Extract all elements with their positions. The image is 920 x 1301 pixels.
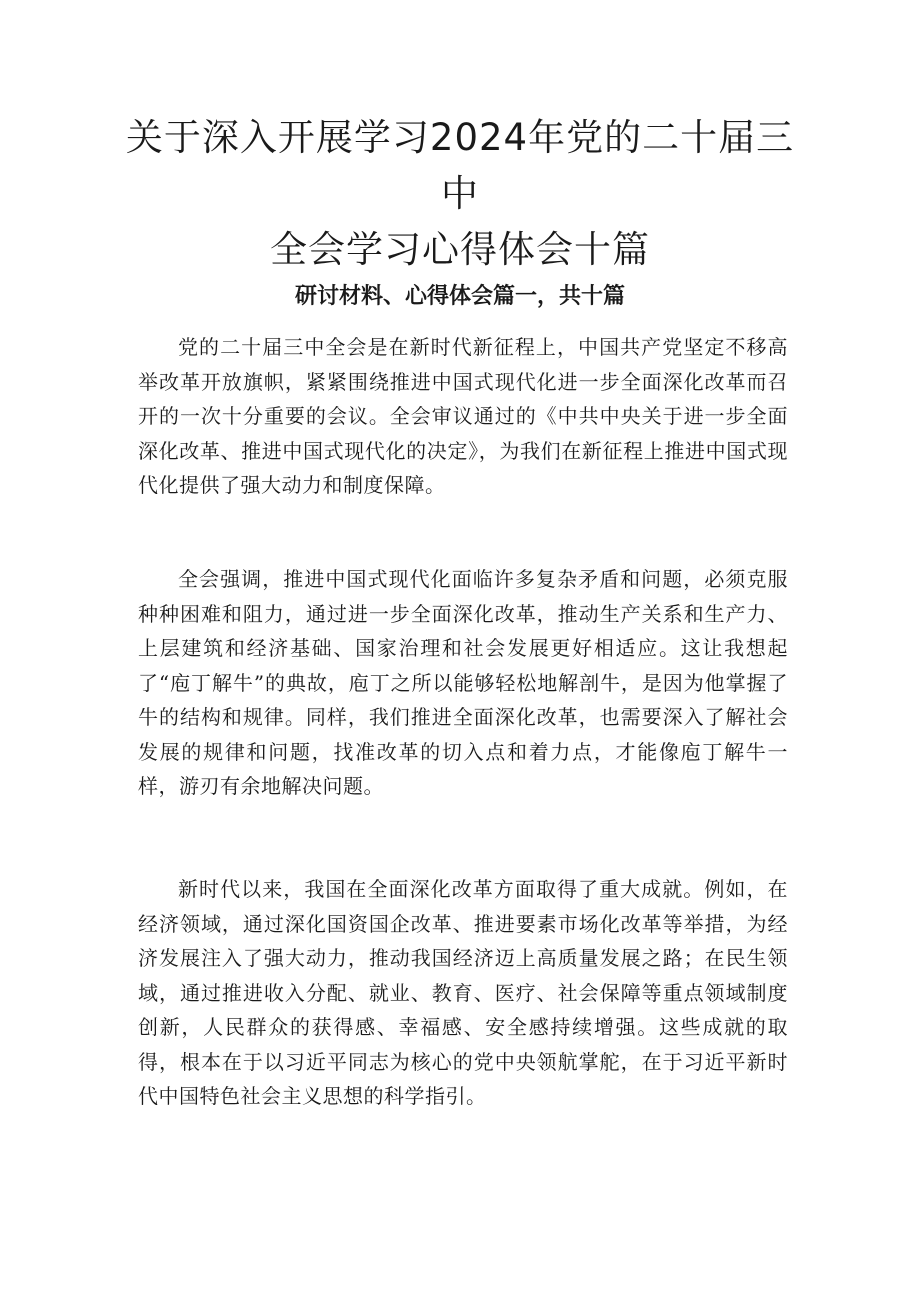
- body-paragraph-2: 全会强调，推进中国式现代化面临许多复杂矛盾和问题，必须克服种种困难和阻力，通过进一步全面深化改革，推动生产关系和生产力、上层建筑和经济基础、国家治理和社会发展更好相适应。这让我想起了“庖丁解牛”的典故，庖丁之所以能够轻松地解剖牛，是因为他掌握了牛的结构和规律。同样，我们推进全面深化改革，也需要深入了解社会发展的规律和问题，找准改革的切入点和着力点，才能像庖丁解牛一样，游刃有余地解决问题。: [138, 567, 788, 798]
- title-line-1: 关于深入开展学习2024年党的二十届三中: [125, 116, 795, 215]
- section-heading: 研讨材料、心得体会篇一，共十篇: [294, 284, 625, 309]
- title-line-2: 全会学习心得体会十篇: [270, 228, 650, 271]
- body-paragraph-1: 党的二十届三中全会是在新时代新征程上，中国共产党坚定不移高举改革开放旗帜，紧紧围绕推进中国式现代化进一步全面深化改革而召开的一次十分重要的会议。全会审议通过的《中共中央关于进一步全面深化改革、推进中国式现代化的决定》，为我们在新征程上推进中国式现代化提供了强大动力和制度保障。: [138, 335, 788, 497]
- document-title: [120, 110, 800, 278]
- body-paragraph-3: 新时代以来，我国在全面深化改革方面取得了重大成就。例如，在经济领域，通过深化国资国企改革、推进要素市场化改革等举措，为经济发展注入了强大动力，推动我国经济迈上高质量发展之路；在民生领域，通过推进收入分配、就业、教育、医疗、社会保障等重点领域制度创新，人民群众的获得感、幸福感、安全感持续增强。这些成就的取得，根本在于以习近平同志为核心的党中央领航掌舵，在于习近平新时代中国特色社会主义思想的科学指引。: [138, 877, 788, 1108]
